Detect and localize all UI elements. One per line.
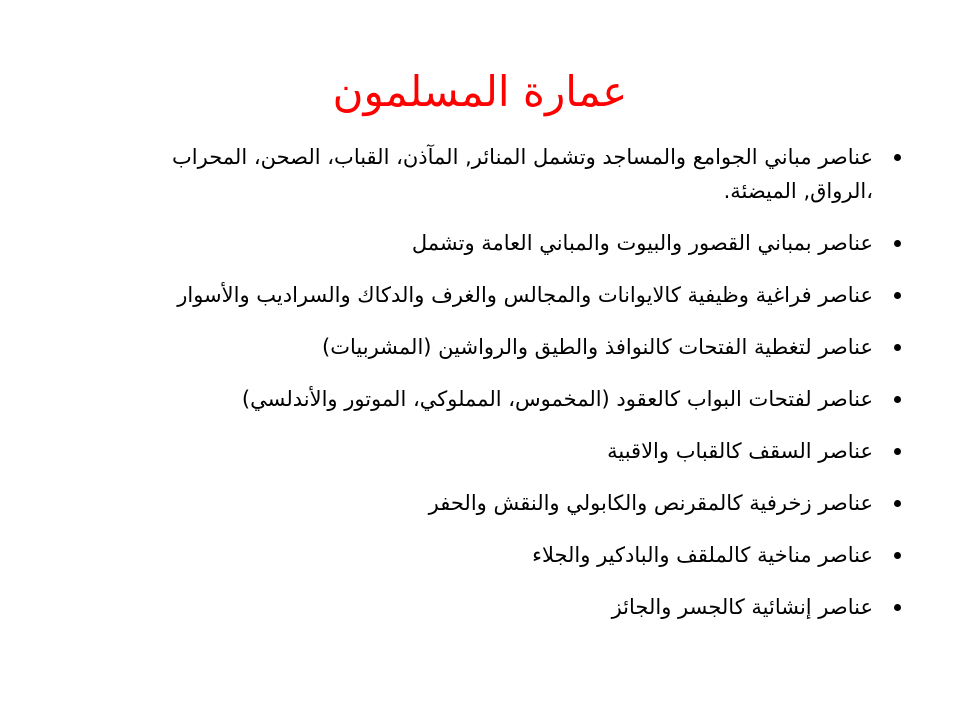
bullet-dot-icon [894,154,901,161]
bullet-dot-icon [894,344,901,351]
bullet-item [105,140,905,208]
bullet-item [105,382,905,416]
bullet-dot-icon [894,396,901,403]
bullet-dot-icon [894,604,901,611]
bullet-dot-icon [894,448,901,455]
bullet-text: عناصر بمباني القصور والبيوت والمباني العامة وتشمل [411,231,873,255]
bullet-text: عناصر لتغطية الفتحات كالنوافذ والطيق والرواشين (المشربيات) [322,335,873,359]
bullet-text: عناصر لفتحات البواب كالعقود (المخموس، المملوكي، الموتور والأندلسي) [241,387,873,411]
bullet-dot-icon [894,500,901,507]
bullet-item [105,226,905,260]
bullet-text: عناصر مناخية كالملقف والبادكير والجلاء [532,543,873,567]
bullet-text: عناصر مباني الجوامع والمساجد وتشمل المنائر, المآذن، القباب، الصحن، المحراب ،الرواق, الميضئة. [172,145,873,203]
bullet-item [105,330,905,364]
slide-title: عمارة المسلمون [332,67,628,116]
bullet-dot-icon [894,292,901,299]
bullet-text: عناصر فراغية وظيفية كالايوانات والمجالس والغرف والدكاك والسراديب والأسوار [177,283,873,307]
bullet-item [105,538,905,572]
bullet-dot-icon [894,552,901,559]
bullet-text: عناصر زخرفية كالمقرنص والكابولي والنقش والحفر [428,491,873,515]
bullet-item [105,486,905,520]
bullet-item [105,434,905,468]
bullet-list [105,140,905,642]
bullet-item [105,590,905,624]
bullet-text: عناصر إنشائية كالجسر والجائز [611,595,873,619]
bullet-item [105,278,905,312]
bullet-text: عناصر السقف كالقباب والاقبية [607,439,873,463]
bullet-dot-icon [894,240,901,247]
